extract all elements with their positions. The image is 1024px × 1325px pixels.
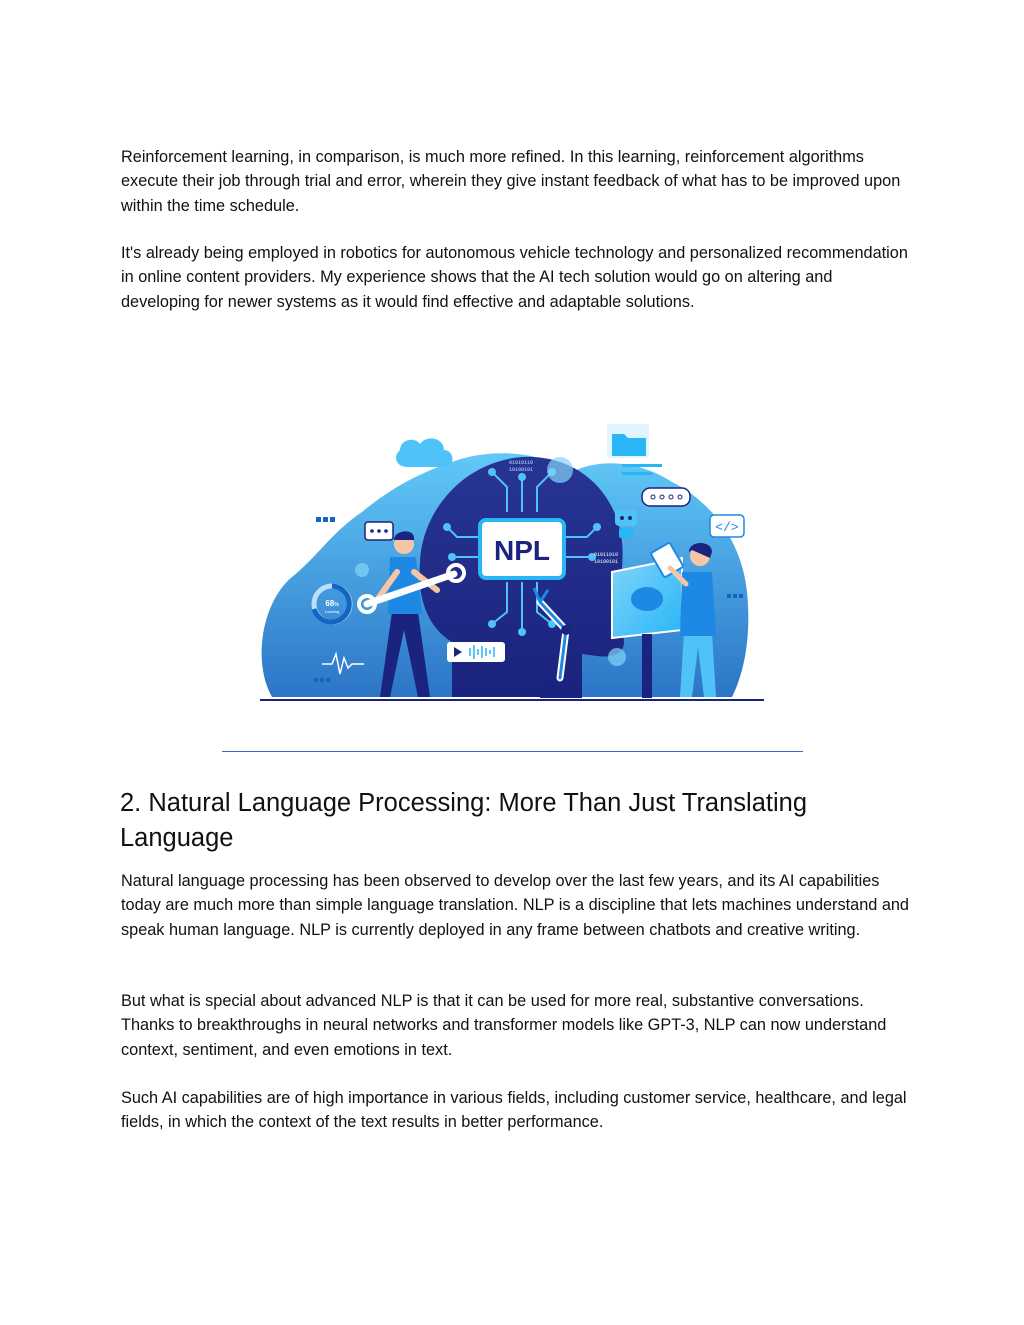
code-tag-icon (710, 515, 744, 537)
code-tag-label: </> (715, 520, 739, 535)
gauge-caption: Loading (324, 609, 340, 614)
paragraph-nlp-intro: Natural language processing has been observed to develop over the last few years, and its AI capabilities today are much more than simple language translation. NLP is a discipline that lets machines understand and speak human language. NLP is currently deployed in any frame between chatbots and creative writing. (121, 872, 909, 939)
paragraph-nlp-advanced: But what is special about advanced NLP is that it can be used for more real, substantive conversations. Thanks to breakthroughs in neural networks and transformer models like GPT-3, NLP can now understand context, sentiment, and even emotions in text. (121, 992, 887, 1059)
binary-right-1: 01011010 (594, 552, 619, 558)
binary-right-2: 10100101 (594, 559, 619, 565)
binary-top-2: 10100101 (509, 467, 534, 473)
paragraph-nlp-fields: Such AI capabilities are of high importance in various fields, including customer service, healthcare, and legal fields, in which the context of the text results in better performance. (121, 1089, 907, 1132)
paragraph-reinforcement: Reinforcement learning, in comparison, is much more refined. In this learning, reinforcement algorithms execute their job through trial and error, wherein they give instant feedback of what has to be improved upon within the time schedule. (121, 148, 901, 215)
nlp-illustration-svg (222, 362, 802, 754)
nlp-illustration (222, 362, 802, 754)
section-heading: 2. Natural Language Processing: More Than Just Translating Language (120, 789, 808, 852)
message-bubble-icon (642, 488, 690, 506)
audio-player-icon (447, 642, 505, 662)
chip-label: NPL (494, 535, 550, 566)
chat-bubble-icon (365, 522, 393, 540)
gauge-value: 68% (325, 599, 339, 608)
binary-top-1: 01010110 (509, 460, 534, 466)
paragraph-robotics: It's already being employed in robotics for autonomous vehicle technology and personalized recommendation in online content providers. My experience shows that the AI tech solution would go on altering and developing for newer systems as it would find effective and adaptable solutions. (121, 244, 908, 311)
folder-icon (607, 424, 649, 458)
cloud-icon (396, 438, 453, 467)
image-underline (222, 751, 803, 752)
